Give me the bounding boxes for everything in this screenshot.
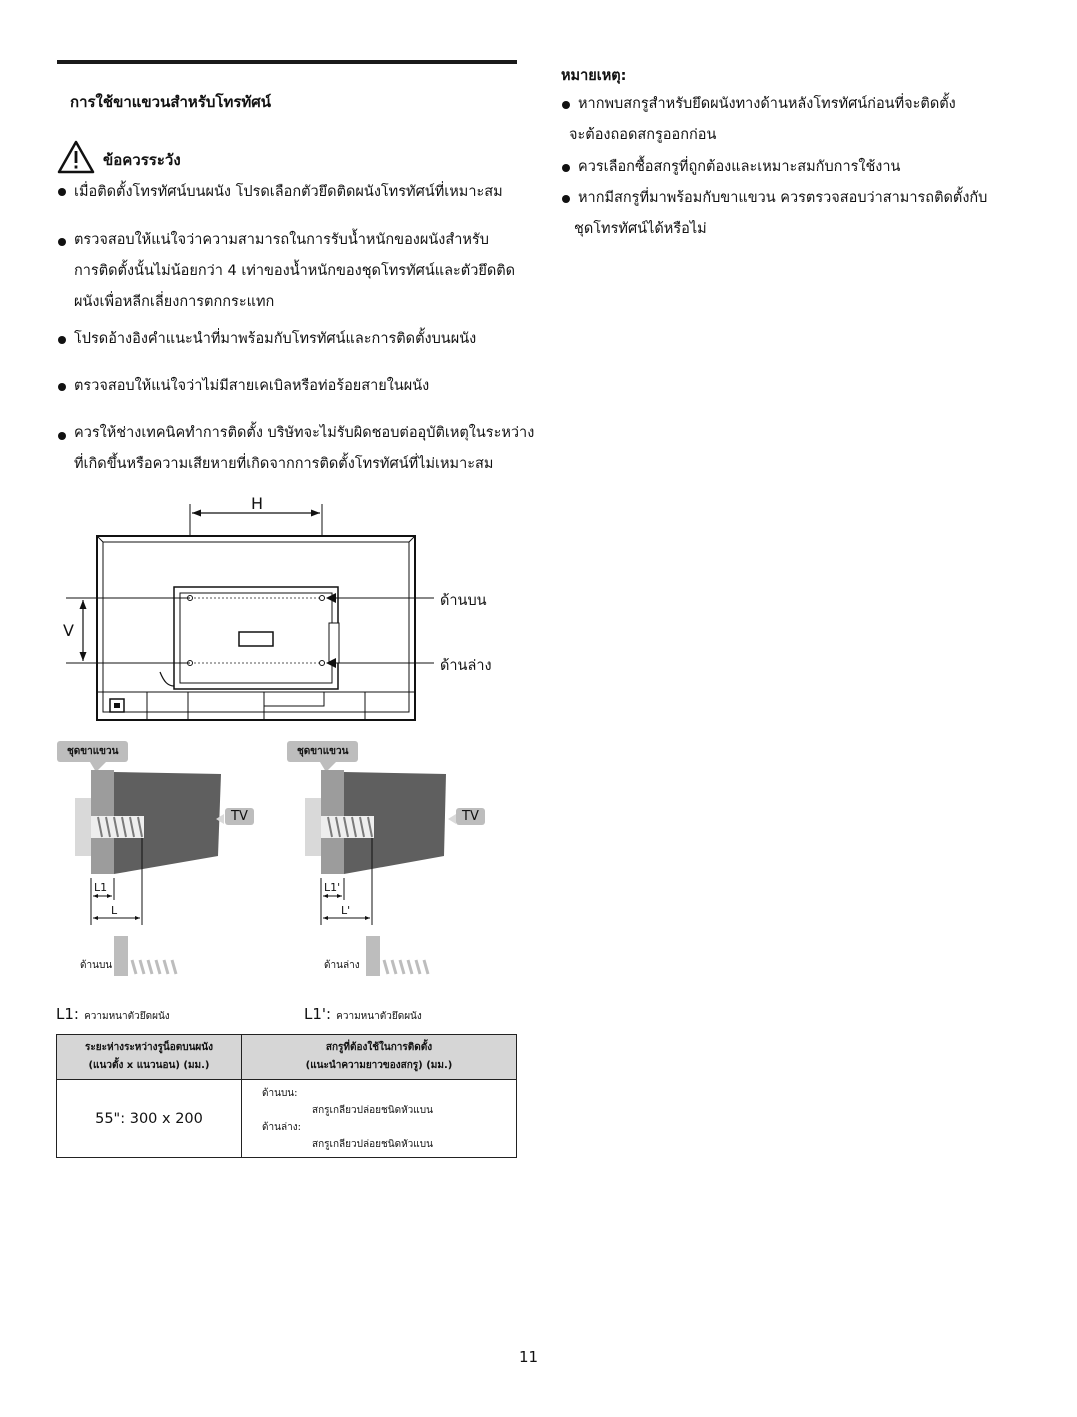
dim-l1-prime-label: L1' [324,881,341,894]
bracket-tag-right: ชุดขาแขวน [287,741,358,762]
bullet [58,432,66,440]
note-item-3: หากมีสกรูที่มาพร้อมกับขาแขวน ควรตรวจสอบว่าสามารถติดตั้งกับ [578,190,988,206]
dimension-v-label: V [63,621,74,640]
dim-l1-label: L1 [94,881,108,894]
caption-l1-prime: L1': ความหนาตัวยึดผนัง [304,1005,422,1023]
table-header-screws: สกรูที่ต้องใช้ในการติดตั้ง (แนะนำความยาวของสกรู) (มม.) [242,1035,517,1080]
dim-l-label: L [111,904,118,917]
warning-icon [57,140,95,174]
bullet [58,188,66,196]
caution-item-2: ตรวจสอบให้แน่ใจว่าความสามารถในการรับน้ำหนักของผนังสำหรับ การติดตั้งนั้นไม่น้อยกว่า 4 เท่าของน้ำหนักของชุดโทรทัศน์และตัวยึดติด ผนังเพื่อหลีกเลี่ยงการตกกระแทก [74,232,516,310]
screw-spec-table [56,1034,517,1158]
bullet [562,101,570,109]
table-cell-size: 55": 300 x 200 [57,1080,242,1158]
note-item-1: หากพบสกรูสำหรับยึดผนังทางด้านหลังโทรทัศน์ก่อนที่จะติดตั้ง [578,96,956,112]
caution-heading: ข้อควรระวัง [103,151,181,169]
tv-tag-left: TV [225,808,254,825]
caution-item-1: เมื่อติดตั้งโทรทัศน์บนผนัง โปรดเลือกตัวยึดติดผนังโทรทัศน์ที่เหมาะสม [74,184,503,200]
top-position-label: ด้านบน [440,593,487,609]
caution-item-5: ควรให้ช่างเทคนิคทำการติดตั้ง บริษัทจะไม่รับผิดชอบต่ออุบัติเหตุในระหว่าง ที่เกิดขึ้นหรือความเสียหายที่เกิดจากการติดตั้งโทรทัศน์ที่ไม่เหมาะสม [74,425,535,472]
section-title: การใช้ขาแขวนสำหรับโทรทัศน์ [70,93,272,111]
bullet [562,195,570,203]
caution-item-3: โปรดอ้างอิงคำแนะนำที่มาพร้อมกับโทรทัศน์และการติดตั้งบนผนัง [74,331,477,347]
page-number: 11 [519,1348,539,1366]
bottom-position-label: ด้านล่าง [440,658,492,674]
caption-l1: L1: ความหนาตัวยึดผนัง [56,1005,170,1023]
bullet [562,164,570,172]
dimension-h-label: H [251,494,264,513]
table-cell-screws: ด้านบน: สกรูเกลียวปล่อยชนิดหัวแบน ด้านล่าง: สกรูเกลียวปล่อยชนิดหัวแบน [242,1080,517,1158]
section-rule [57,60,517,64]
note-item-1-cont: จะต้องถอดสกรูออกก่อน [569,127,717,143]
screw-detail-bottom [286,738,496,983]
dim-l-prime-label: L' [341,904,351,917]
note-item-3-cont: ชุดโทรทัศน์ได้หรือไม่ [574,221,707,237]
caution-item-4: ตรวจสอบให้แน่ใจว่าไม่มีสายเคเบิลหรือท่อร้อยสายในผนัง [74,378,430,394]
bullet [58,336,66,344]
note-item-2: ควรเลือกซื้อสกรูที่ถูกต้องและเหมาะสมกับการใช้งาน [578,159,901,175]
screw-position-bottom: ด้านล่าง [324,960,360,971]
bullet [58,383,66,391]
bracket-tag-left: ชุดขาแขวน [57,741,128,762]
note-heading: หมายเหตุ: [561,68,627,84]
tv-tag-right: TV [456,808,485,825]
screw-position-top: ด้านบน [80,960,113,971]
bullet [58,238,66,246]
table-header-distance: ระยะห่างระหว่างรูน็อตบนผนัง (แนวตั้ง x แนวนอน) (มม.) [57,1035,242,1080]
screw-detail-top [56,738,266,983]
